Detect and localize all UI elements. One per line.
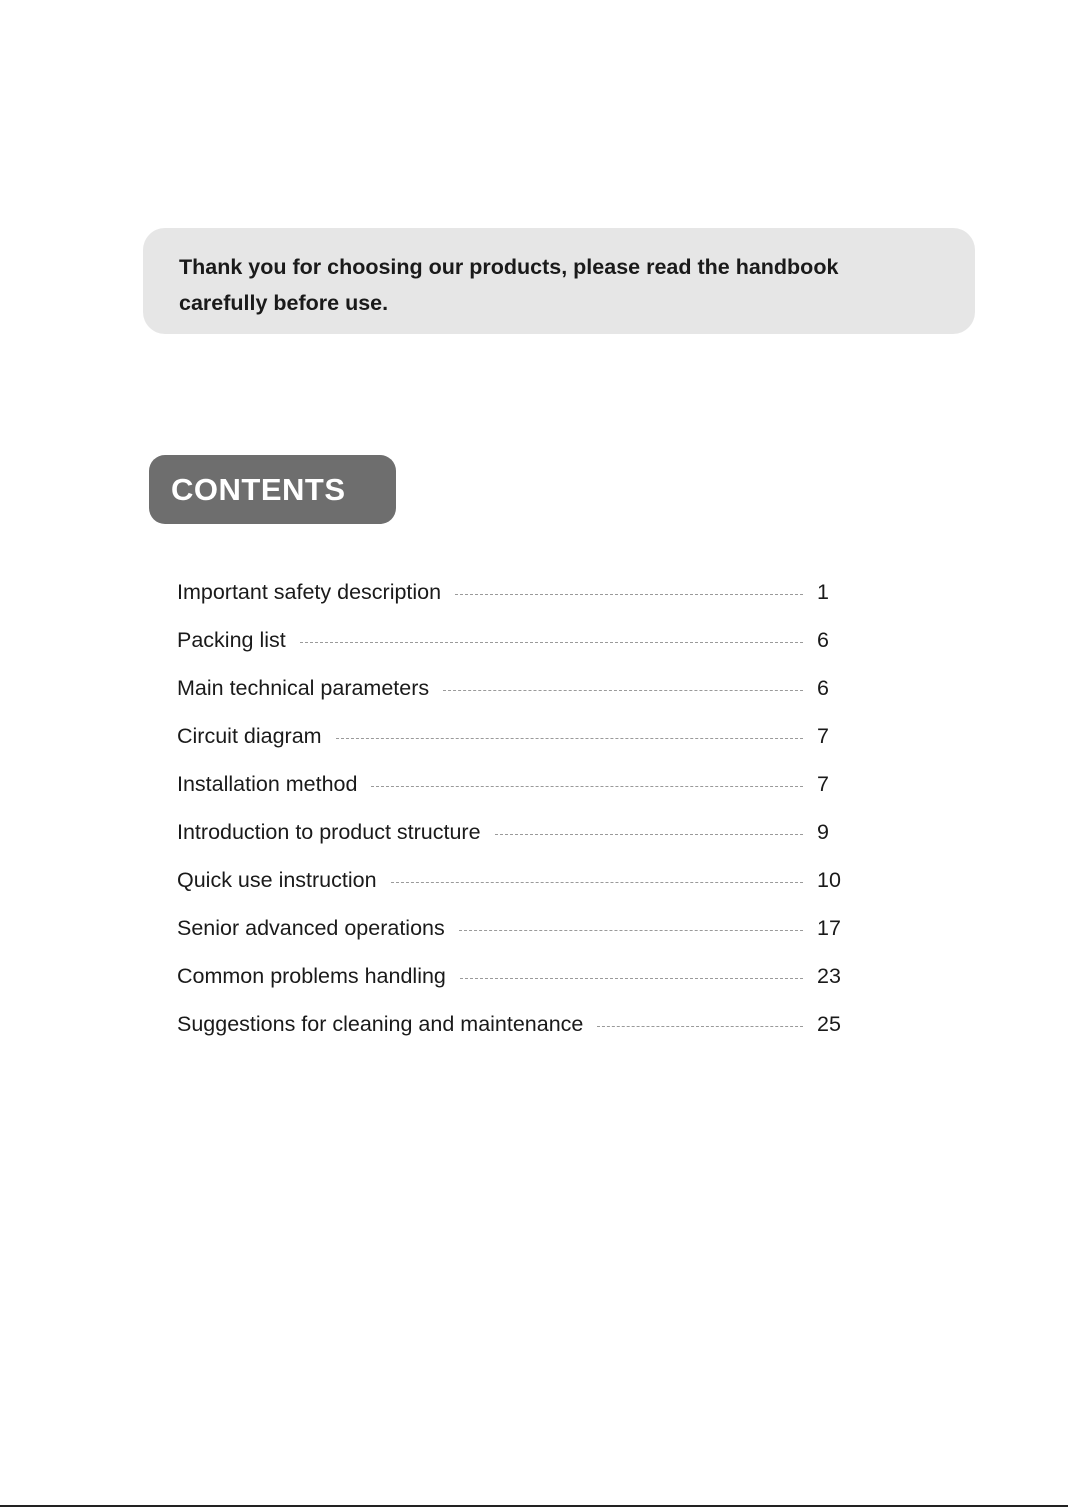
toc-entry-label: Introduction to product structure: [177, 819, 481, 844]
toc-entry[interactable]: [177, 664, 847, 712]
toc-entry-label: Senior advanced operations: [177, 915, 445, 940]
toc-entry-label: Common problems handling: [177, 963, 446, 988]
table-of-contents: [177, 568, 847, 1048]
toc-dotted-leader: [336, 738, 803, 739]
toc-entry-page: 9: [817, 819, 829, 844]
toc-entry-page: 17: [817, 915, 841, 940]
toc-entry-page: 7: [817, 771, 829, 796]
toc-dotted-leader: [391, 882, 803, 883]
toc-dotted-leader: [455, 594, 803, 595]
contents-title: CONTENTS: [171, 471, 346, 507]
toc-entry-label: Circuit diagram: [177, 723, 322, 748]
page-bottom-rule: [0, 1505, 1068, 1507]
toc-entry[interactable]: [177, 616, 847, 664]
toc-entry-label: Packing list: [177, 627, 286, 652]
toc-entry[interactable]: [177, 1000, 847, 1048]
toc-entry-label: Installation method: [177, 771, 358, 796]
toc-dotted-leader: [597, 1026, 803, 1027]
toc-entry[interactable]: [177, 808, 847, 856]
contents-heading-badge: [149, 455, 396, 524]
toc-entry-page: 23: [817, 963, 841, 988]
notice-line-2: carefully before use.: [179, 291, 389, 315]
toc-entry[interactable]: [177, 856, 847, 904]
toc-entry-label: Important safety description: [177, 579, 442, 604]
toc-dotted-leader: [460, 978, 803, 979]
toc-dotted-leader: [371, 786, 803, 787]
toc-dotted-leader: [443, 690, 803, 691]
notice-box: [143, 228, 975, 334]
toc-entry-page: 1: [817, 579, 829, 604]
toc-dotted-leader: [459, 930, 803, 931]
toc-entry-page: 7: [817, 723, 829, 748]
toc-entry-label: Suggestions for cleaning and maintenance: [177, 1011, 584, 1036]
toc-entry[interactable]: [177, 952, 847, 1000]
toc-entry-label: Main technical parameters: [177, 675, 430, 700]
toc-entry[interactable]: [177, 760, 847, 808]
toc-entry-label: Quick use instruction: [177, 867, 377, 892]
toc-entry-page: 6: [817, 627, 829, 652]
toc-entry[interactable]: [177, 712, 847, 760]
toc-entry[interactable]: [177, 568, 847, 616]
toc-dotted-leader: [300, 642, 803, 643]
toc-entry-page: 6: [817, 675, 829, 700]
notice-line-1: Thank you for choosing our products, please read the handbook: [179, 255, 839, 279]
toc-entry-page: 10: [817, 867, 841, 892]
toc-entry[interactable]: [177, 904, 847, 952]
toc-dotted-leader: [495, 834, 803, 835]
toc-entry-page: 25: [817, 1011, 841, 1036]
